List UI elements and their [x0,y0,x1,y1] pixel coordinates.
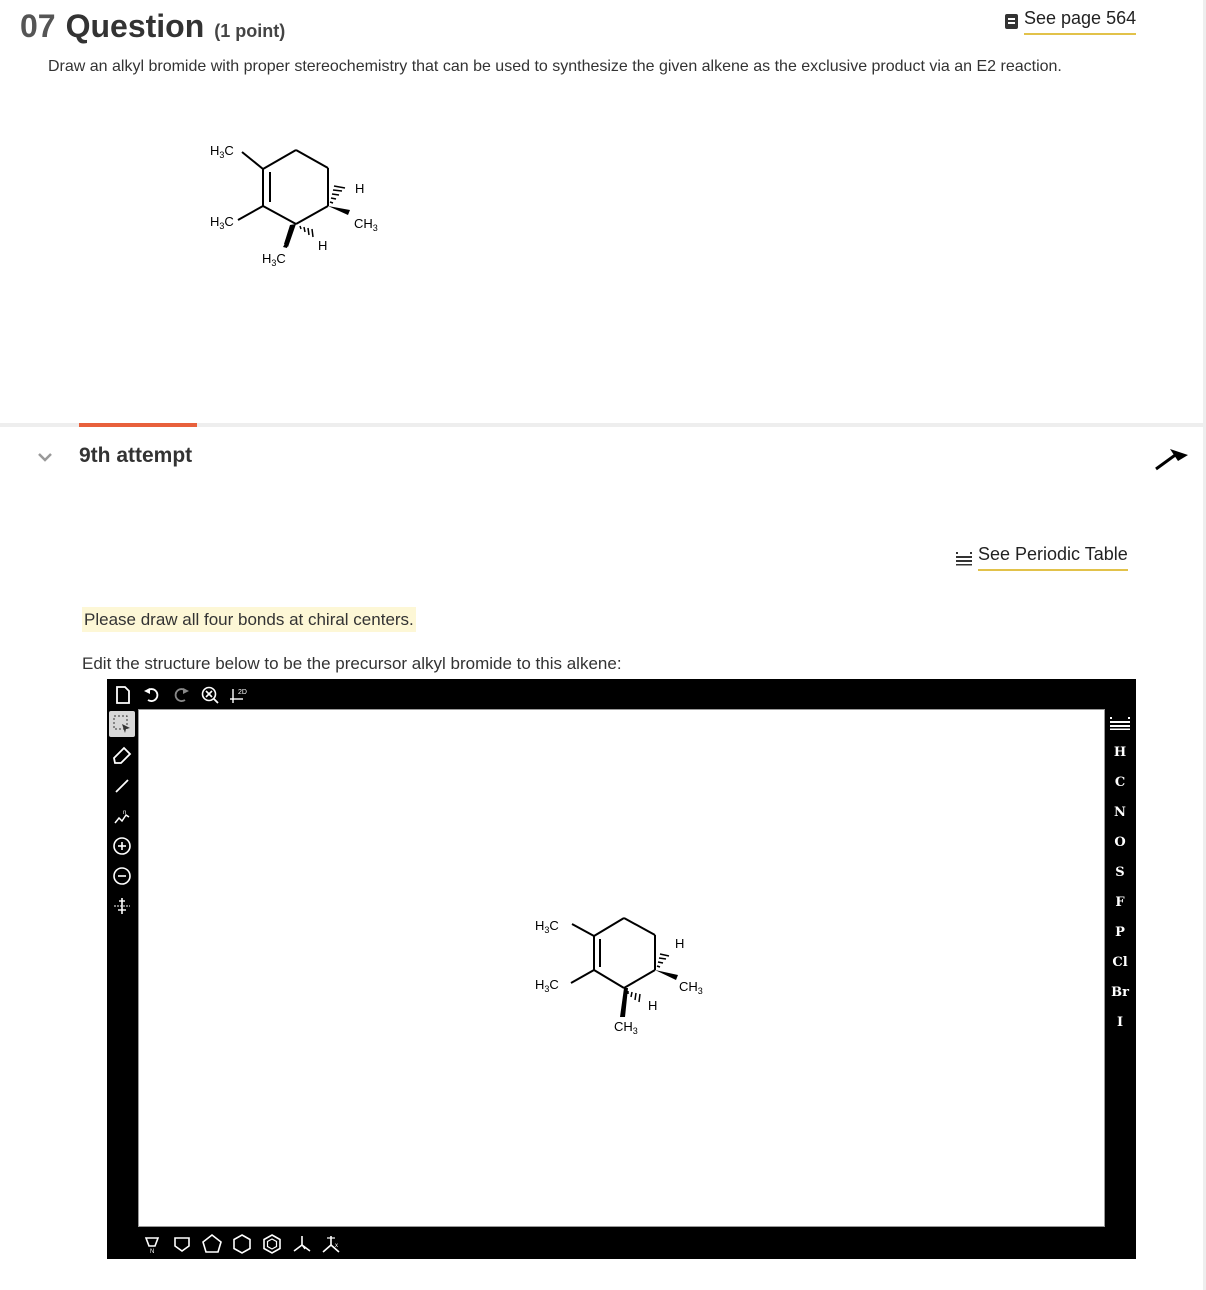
chevron-down-icon[interactable] [36,450,54,464]
undo-icon[interactable] [140,683,164,707]
element-br-button[interactable]: Br [1111,984,1129,1000]
charge-plus-icon[interactable] [109,833,135,859]
attempt-label: 9th attempt [79,444,193,467]
svg-text:2D: 2D [238,689,247,696]
stereo-template-icon[interactable] [319,1231,345,1257]
structure-editor [107,679,1136,1259]
svg-text:H3C: $H_3C$ [535,918,559,935]
alkene-editable-structure[interactable] [529,905,729,1045]
svg-text:CH3: $CH_3$ [614,1019,638,1036]
editor-instruction: Edit the structure below to be the precursor alkyl bromide to this alkene: [82,654,622,673]
cyclohexane-icon[interactable] [229,1231,255,1257]
alkene-structure [190,130,410,280]
element-o-button[interactable]: O [1114,834,1126,850]
2d-clean-icon[interactable] [228,683,252,707]
cyclopropane-icon[interactable] [139,1231,165,1257]
charge-minus-icon[interactable] [109,863,135,889]
drawing-canvas[interactable] [138,709,1105,1227]
element-c-button[interactable]: C [1114,774,1126,790]
question-points: (1 point) [214,21,286,41]
svg-text:CH3: $CH_3$ [679,979,703,996]
periodic-table-link[interactable] [955,544,1128,571]
svg-text:x: x [335,1243,338,1249]
clear-icon[interactable] [198,683,222,707]
question-header [20,8,285,45]
svg-text:N: N [150,1249,155,1254]
element-s-button[interactable]: S [1115,864,1125,880]
ebook-icon [1005,14,1018,29]
template-icon[interactable] [109,893,135,919]
svg-text:n: n [123,810,127,816]
element-cl-button[interactable]: Cl [1112,954,1128,970]
h-lower-label: H [318,238,328,253]
element-i-button[interactable]: I [1116,1014,1124,1030]
h3c-mid-label: $H_3C$ [210,214,234,231]
new-icon[interactable] [111,683,135,707]
see-page-link[interactable] [1005,8,1136,35]
collapse-arrow-icon[interactable] [1152,443,1192,473]
h3c-top-label: $H_3C$ [210,143,234,160]
periodic-table-icon[interactable] [1108,715,1132,731]
section-accent [79,423,197,427]
h3c-bottom-label: $H_3C$ [262,251,286,268]
redo-icon[interactable] [169,683,193,707]
question-number: 07 [20,8,56,44]
element-f-button[interactable]: F [1115,894,1125,910]
select-icon[interactable] [109,711,135,737]
element-n-button[interactable]: N [1114,804,1126,820]
svg-text:H: H [648,998,658,1013]
question-prompt: Draw an alkyl bromide with proper stereochemistry that can be used to synthesize the given alkene as the exclusive product via an E2 reaction. [48,58,1062,75]
bond-icon[interactable] [109,773,135,799]
element-p-button[interactable]: P [1115,924,1125,940]
chain-icon[interactable] [109,803,135,829]
cyclopentane-icon[interactable] [199,1231,225,1257]
see-page-label[interactable]: See page 564 [1024,8,1136,35]
element-h-button[interactable]: H [1113,744,1127,760]
eraser-icon[interactable] [109,743,135,769]
svg-text:H3C: $H_3C$ [535,977,559,994]
h-upper-label: H [355,181,365,196]
svg-text:H: H [675,936,685,951]
periodic-table-icon [955,550,973,566]
tbutyl-icon[interactable] [289,1231,315,1257]
ch3-right-label: $CH_3$ [354,216,378,233]
periodic-table-label[interactable]: See Periodic Table [978,544,1128,571]
cyclobutane-icon[interactable] [169,1231,195,1257]
notice-banner: Please draw all four bonds at chiral centers. [82,607,416,632]
question-word: Question [65,8,205,44]
benzene-icon[interactable] [259,1231,285,1257]
